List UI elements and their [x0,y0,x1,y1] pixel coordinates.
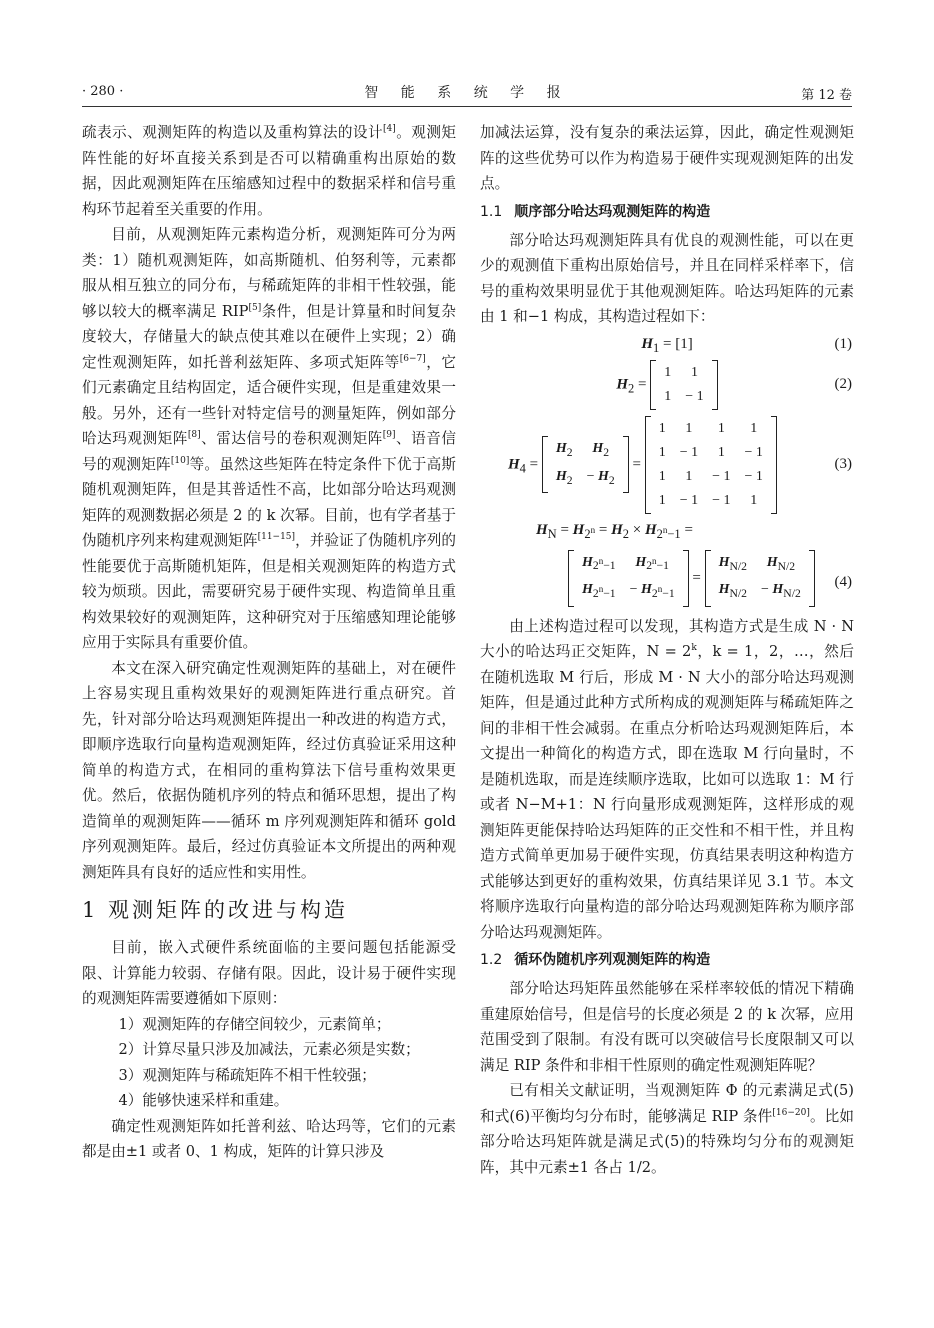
citation[interactable]: [4] [383,124,396,135]
list-item: 2）计算尽量只涉及加减法，元素必须是实数； [118,1041,420,1058]
list-item: 1）观测矩阵的存储空间较少，元素简单； [118,1015,391,1033]
subsection-heading: 1.2 循环伪随机序列观测矩阵的构造 [480,952,711,968]
journal-title: 智 能 系 统 学 报 [364,85,570,101]
paragraph: 目前，嵌入式硬件系统面临的主要问题包括能源受限、计算能力较弱、存储有限。因此，设计易于硬件实现的观测矩阵需要遵循如下原则： [82,939,456,1007]
paragraph: 疏表示、观测矩阵的构造以及重构算法的设计[4]。观测矩阵性能的好坏直接关系到是否可以精确重构出原始的数据，因此观测矩阵在压缩感知过程中的数据采样和信号重构环节起着至关重要的作用。 [82,124,456,218]
citation[interactable]: [8] [187,430,201,441]
paragraph: 本文在深入研究确定性观测矩阵的基础上，对在硬件上容易实现且重构效果好的观测矩阵进行重点研究。首先，针对部分哈达玛观测矩阵提出一种改进的构造方式，即顺序选取行向量构造观测矩阵，经过仿真验证采用这种简单的构造方式，在相同的重构算法下信号重构效果更优。然后，依据伪随机序列的特点和循环思想，提出了构造简单的观测矩阵——循环 m 序列观测矩阵和循环 gold 序列观测矩阵。最后，经过仿真验证本文所提出的两种观测矩阵具有良好的适应性和实用性。 [82,659,456,881]
paragraph: 加减法运算，没有复杂的乘法运算，因此，确定性观测矩阵的这些优势可以作为构造易于硬件实现观测矩阵的出发点。 [480,124,854,192]
citation[interactable]: [9] [382,430,396,441]
equation-1: $H_1 = [1]$ (1) [480,330,854,358]
citation[interactable]: [5] [248,302,262,313]
paragraph: 由上述构造过程可以发现，其构造方式是生成 N · N 大小的哈达玛正交矩阵，$N = 2^k$，k = 1，2，…，然后在随机选取 M 行后，形成 M · N 大小的部分哈达玛观测矩阵，但是通过此种方式所构成的观测矩阵与稀疏矩阵之间的非相干性会减弱。在重点分析哈达玛观测矩阵后，本文提出一种简化的构造方式，即在选取 M 行向量时，不是随机选取，而是连续顺序选取，比如可以选取 1：M 行或者 N−M+1：N 行向量形成观测矩阵，这样形成的观测矩阵更能保持哈达玛矩阵的正交性和不相干性，并且构造方式简单更加易于硬件实现，仿真结果表明这种构造方式能够达到更好的重构效果，仿真结果详见 3.1 节。本文将顺序选取行向量构造的部分哈达玛观测矩阵称为顺序部分哈达玛观测矩阵。 [480,617,855,941]
equation-3: $H_4$ = $H_2$ $H_2$ $H_2$ − $H_2$ = 1 1 1 1 1 − 1 1 − 1 1 1 − 1 − 1 1 − 1 − 1 1 (3) [480,414,854,518]
citation[interactable]: [16−20] [772,1107,810,1118]
citation[interactable]: [6−7] [399,353,426,364]
left-column [82,120,456,1165]
header-rule [82,106,852,107]
paragraph: 确定性观测矩阵如托普利兹、哈达玛等，它们的元素都是由±1 或者 0、1 构成，矩阵的计算只涉及 [82,1117,456,1160]
volume-label: 第 12 卷 [801,88,852,103]
page-number: · 280 · [82,84,124,99]
running-header [82,80,852,106]
citation[interactable]: [11−15] [257,532,296,543]
section-heading: 1 观测矩阵的改进与构造 [82,898,349,922]
right-column [480,120,854,1180]
paragraph: 部分哈达玛矩阵虽然能够在采样率较低的情况下精确重建原始信号，但是信号的长度必须是 2 的 k 次幂，应用范围受到了限制。有没有既可以突破信号长度限制又可以满足 RIP 条件和非相干性原则的确定性观测矩阵呢？ [480,980,854,1074]
list-item: 3）观测矩阵与稀疏矩阵不相干性较强； [118,1066,376,1084]
equation-number: (1) [834,335,852,352]
subsection-heading: 1.1 顺序部分哈达玛观测矩阵的构造 [480,203,711,220]
equation-number: (3) [834,455,852,472]
citation[interactable]: [10] [170,455,190,466]
paragraph: 部分哈达玛观测矩阵具有优良的观测性能，可以在更少的观测值下重构出原始信号，并且在同样采样率下，信号的重构效果明显优于其他观测矩阵。哈达玛矩阵的元素由 1 和−1 构成，其构造过程如下： [480,231,854,325]
equation-2: $H_2$ = 1 1 1 − 1 (2) [480,358,854,414]
list-item: 4）能够快速采样和重建。 [118,1092,289,1109]
equation-4: $H_N = H_{2^n} = H_2 \times H_{2^n-1}$ = $H_{2^n-1}$ $H_{2^n-1}$ $H_{2^n-1}$ − $H_{2^n-1}$ = $H_{N/2}$ $H_{N/2}$ $H_{N/2}$ − $H_{N/2}$ (4) [480,518,854,614]
equation-number: (4) [834,573,852,590]
paragraph: 目前，从观测矩阵元素构造分析，观测矩阵可分为两类：1）随机观测矩阵，如高斯随机、伯努利等，元素都服从相互独立的同分布，与稀疏矩阵的非相干性较强，能够以较大的概率满足 RIP[5]条件，但是计算量和时间复杂度较大，存储量大的缺点使其难以在硬件上实现；2）确定性观测矩阵，如托普利兹矩阵、多项式矩阵等[6−7]，它们元素确定且结构固定，适合硬件实现，但是重建效果一般。另外，还有一些针对特定信号的测量矩阵，例如部分哈达玛观测矩阵[8]、雷达信号的卷积观测矩阵[9]、语音信号的观测矩阵[10]等。虽然这些矩阵在特定条件下优于高斯随机观测矩阵，但是其普适性不高，比如部分哈达玛观测矩阵的观测数据必须是 2 的 k 次幂。目前，也有学者基于伪随机序列来构建观测矩阵[11−15]，并验证了伪随机序列的性能要优于高斯随机矩阵，但是相关观测矩阵的构造方式较为烦琐。因此，需要研究易于硬件实现、构造简单且重构效果较好的观测矩阵，这种研究对于压缩感知理论能够应用于实际具有重要价值。 [82,226,456,651]
equation-number: (2) [834,375,852,392]
paragraph: 已有相关文献证明，当观测矩阵 Φ 的元素满足式(5)和式(6)平衡均匀分布时，能够满足 RIP 条件[16−20]。比如部分哈达玛矩阵就是满足式(5)的特殊均匀分布的观测矩阵，其中元素±1 各占 1/2。 [480,1082,854,1176]
